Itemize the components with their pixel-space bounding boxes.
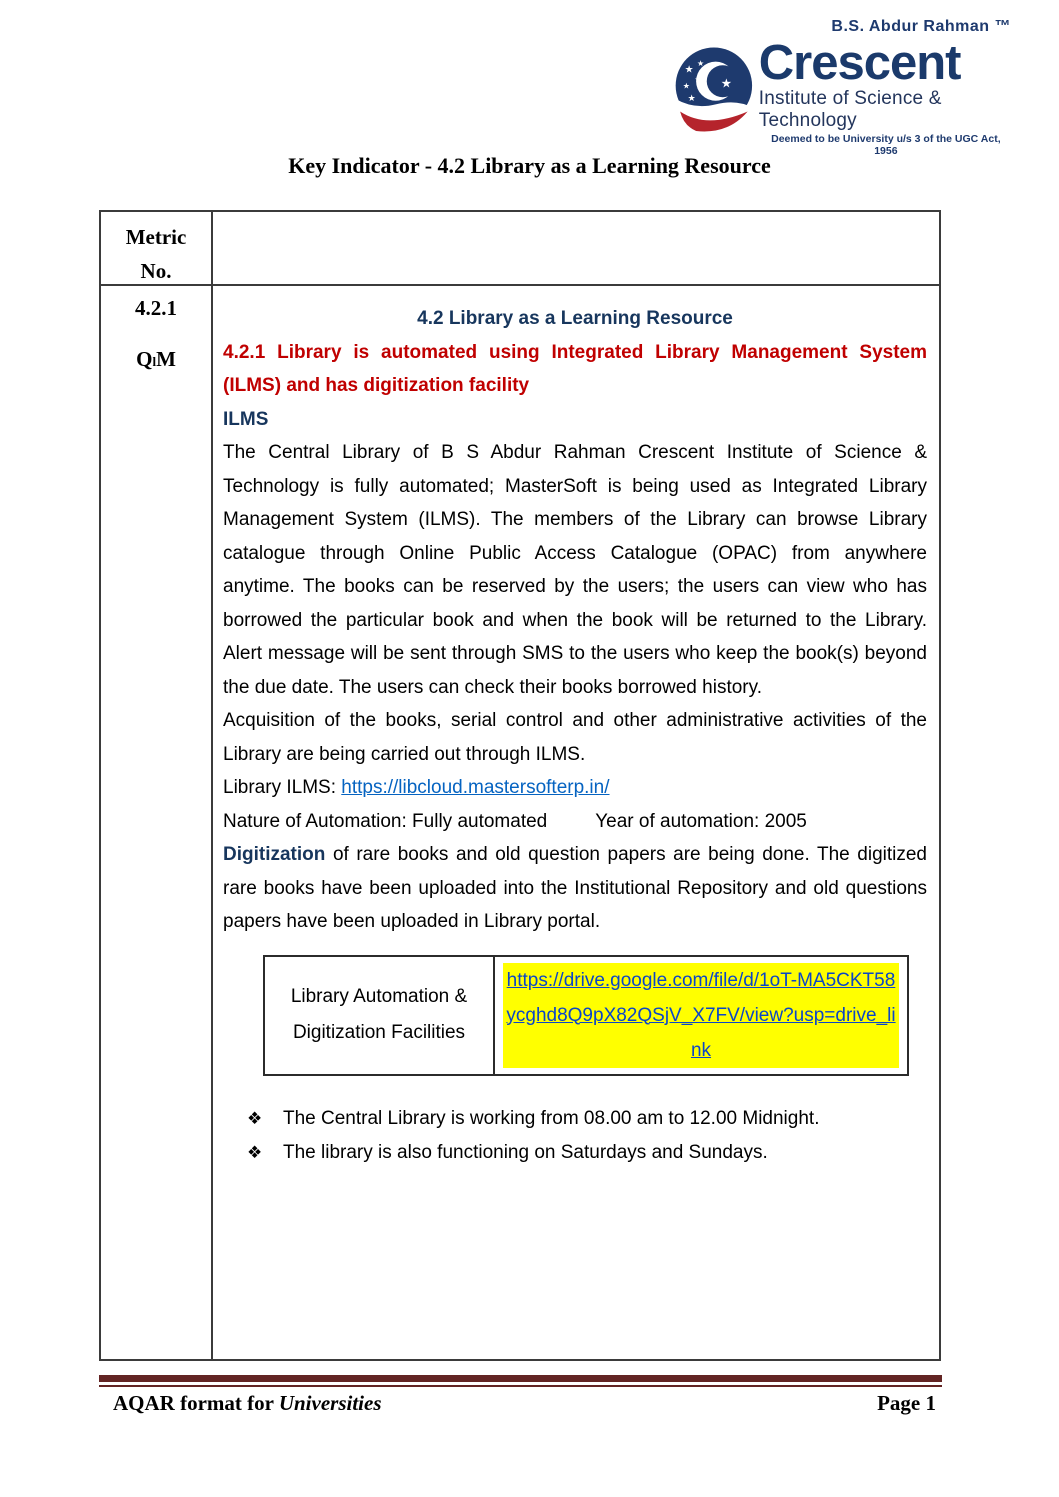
metric-content-cell — [213, 286, 939, 1359]
digitization-paragraph — [223, 838, 927, 939]
metric-no-cell — [101, 286, 213, 1359]
footer-label-regular: AQAR format for — [113, 1391, 279, 1415]
table-header-row — [101, 212, 939, 286]
logo-subtitle: Institute of Science & Technology — [758, 88, 942, 131]
metric-no-header-cell — [101, 212, 213, 284]
logo-trademark-text: B.S. Abdur Rahman ™ — [831, 18, 1011, 35]
list-item — [247, 1102, 927, 1137]
page-footer — [99, 1375, 942, 1416]
footer-rule-thin — [99, 1385, 942, 1387]
bullet-text: The Central Library is working from 08.00 am to 12.00 Midnight. — [283, 1107, 820, 1129]
metric-heading: 4.2.1 Library is automated using Integrated Library Management System (ILMS) and has digitization facility — [223, 341, 927, 396]
diamond-bullet-icon: ❖ — [247, 1143, 263, 1162]
svg-text:★: ★ — [720, 76, 732, 91]
institution-logo — [673, 18, 1013, 157]
metric-header-line1: Metric — [125, 225, 187, 249]
svg-text:★: ★ — [682, 81, 690, 91]
metric-type-label — [101, 347, 211, 372]
automation-nature: Nature of Automation: Fully automated — [223, 810, 548, 832]
metric-table — [99, 210, 941, 1361]
diamond-bullet-icon: ❖ — [247, 1108, 263, 1128]
digitization-text: of rare books and old question papers are being done. The digitized rare books have been uploaded into the Institutional Repository and old questions papers have been uploaded in Library portal. — [223, 844, 927, 932]
facilities-label-cell: Library Automation & Digitization Facilities — [265, 957, 495, 1074]
metric-type-m: M — [156, 347, 176, 371]
header-empty-cell — [213, 212, 939, 284]
automation-year: Year of automation: 2005 — [595, 810, 807, 832]
metric-number: 4.2.1 — [135, 296, 177, 320]
digitization-label: Digitization — [223, 844, 326, 865]
facilities-link-cell — [495, 957, 907, 1074]
metric-type-q: Q — [136, 347, 153, 371]
bullet-list — [223, 1102, 927, 1171]
ilms-paragraph: The Central Library of B S Abdur Rahman Crescent Institute of Science & Technology is fully automated; MasterSoft is being used as Integrated Library Management System (ILMS). The members of the Library can browse Library catalogue through Online Public Access Catalogue (OPAC) from anywhere anytime. The books can be reserved by the users; the users can view who has borrowed the particular book and when the book will be returned to the Library. Alert message will be sent through SMS to the users who keep the book(s) beyond the due date. The users can check their books borrowed history. — [223, 442, 927, 698]
svg-text:★: ★ — [696, 59, 705, 69]
page-title: Key Indicator - 4.2 Library as a Learning Resource — [288, 153, 771, 178]
library-ilms-link[interactable]: https://libcloud.mastersofterp.in/ — [341, 777, 610, 798]
bullet-text: The library is also functioning on Saturdays and Sundays. — [283, 1142, 768, 1163]
library-ilms-line — [223, 771, 927, 805]
footer-document-label — [113, 1391, 382, 1416]
page-number: Page 1 — [877, 1391, 936, 1415]
drive-link[interactable]: https://drive.google.com/file/d/1oT-MA5CKT58ycghd8Q9pX82QSjV_X7FV/view?usp=drive_link — [503, 963, 899, 1068]
library-ilms-label: Library ILMS: — [223, 777, 342, 798]
ilms-label: ILMS — [223, 408, 269, 430]
crescent-emblem-icon — [673, 38, 755, 144]
metric-type-sub: l — [152, 354, 157, 369]
facilities-table — [263, 955, 909, 1076]
svg-text:★: ★ — [687, 92, 696, 103]
automation-line — [223, 805, 927, 839]
footer-label-italic: Universities — [278, 1391, 382, 1415]
logo-wordmark: Crescent — [758, 36, 961, 90]
section-heading: 4.2 Library as a Learning Resource — [417, 308, 733, 329]
svg-text:★: ★ — [694, 75, 704, 87]
acquisition-paragraph: Acquisition of the books, serial control and other administrative activities of the Library are being carried out through ILMS. — [223, 710, 927, 765]
table-body-row — [101, 286, 939, 1359]
footer-rule-thick — [99, 1375, 942, 1382]
list-item — [247, 1136, 927, 1171]
logo-tagline: Deemed to be University u/s 3 of the UGC Act, 1956 — [771, 133, 1001, 157]
metric-header-line2: No. — [140, 259, 172, 283]
svg-text:★: ★ — [684, 64, 694, 76]
